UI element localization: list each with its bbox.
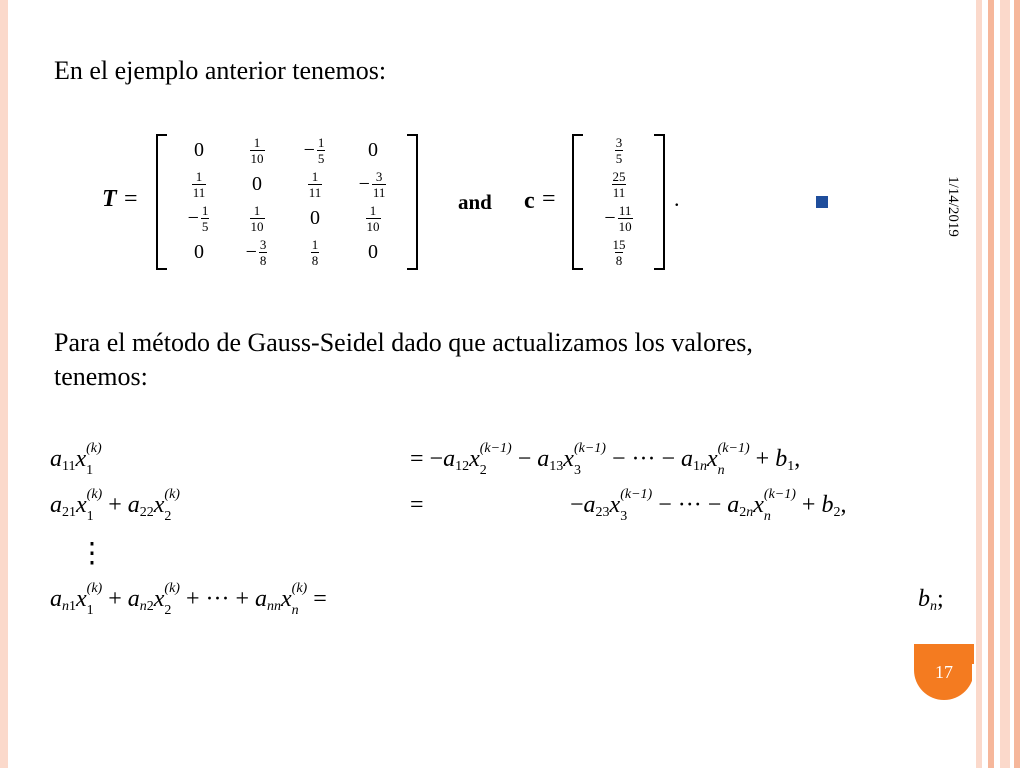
eq-row3-rhs: $b_n$;: [918, 586, 944, 614]
right-stripe-mid: [988, 0, 994, 768]
page-number: 17: [935, 662, 953, 682]
T-entry: $\frac{1}{10}$: [250, 202, 264, 234]
paragraph-line-1: Para el método de Gauss-Seidel dado que actualizamos los valores,: [54, 328, 753, 357]
eq-row2-equals: =: [410, 492, 424, 518]
right-stripe-mid-2: [1014, 0, 1020, 768]
T-matrix: [170, 134, 410, 268]
T-entry: − $\frac{1}{5}$: [303, 134, 325, 166]
gauss-seidel-system: [50, 436, 970, 636]
eq-row3-lhs: $a_{n1}x$ (k) 1 + $a_{n2}x$ (k) 2 + ··· + $a_{nn}x$ (k) n =: [50, 581, 327, 619]
c-entry: $\frac{15}{8}$: [612, 236, 626, 268]
T-entry: − $\frac{3}{11}$: [358, 168, 386, 200]
paragraph-line-2: tenemos:: [54, 362, 148, 391]
right-stripe-light-2: [1000, 0, 1010, 768]
T-entry: 0: [194, 138, 204, 161]
right-stripe-light: [976, 0, 982, 768]
bullet-square: [816, 196, 828, 208]
slide-date: 1/14/2019: [944, 176, 961, 237]
T-entry: $\frac{1}{8}$: [311, 236, 319, 268]
c-vector: [586, 134, 658, 268]
c-bracket-left: [572, 134, 583, 270]
c-bracket-right: [654, 134, 665, 270]
page-number-badge: [914, 644, 974, 700]
c-equals: =: [542, 186, 556, 212]
T-symbol: T: [102, 186, 117, 212]
T-bracket-left: [156, 134, 167, 270]
T-entry: 0: [368, 240, 378, 263]
page-badge-top-line: [972, 664, 976, 700]
c-symbol: c: [524, 188, 535, 214]
c-entry: $\frac{3}{5}$: [615, 134, 623, 166]
T-entry: 0: [368, 138, 378, 161]
T-entry: − $\frac{1}{5}$: [187, 202, 209, 234]
T-entry: 0: [310, 206, 320, 229]
T-entry: $\frac{1}{10}$: [250, 134, 264, 166]
T-entry: 0: [252, 172, 262, 195]
and-word: and: [458, 190, 492, 214]
slide-heading: En el ejemplo anterior tenemos:: [54, 56, 387, 85]
T-entry: − $\frac{3}{8}$: [245, 236, 267, 268]
T-entry: $\frac{1}{11}$: [192, 168, 206, 200]
T-equals: =: [124, 186, 138, 212]
T-entry: $\frac{1}{10}$: [366, 202, 380, 234]
T-entry: $\frac{1}{11}$: [308, 168, 322, 200]
c-entry: − $\frac{11}{10}$: [604, 202, 632, 234]
period: .: [674, 186, 680, 211]
c-entry: $\frac{25}{11}$: [612, 168, 626, 200]
eq-vdots: ⋮: [78, 538, 106, 569]
eq-row2-lhs: $a_{21}x$ (k) 1 + $a_{22}x$ (k) 2: [50, 487, 180, 525]
left-stripe: [0, 0, 8, 768]
eq-row2-rhs: $-a_{23}x$ (k−1) 3 − ··· − $a_{2n}x$ (k−1) n + $b_2$,: [570, 487, 847, 525]
T-entry: 0: [194, 240, 204, 263]
matrix-equation: [96, 128, 716, 278]
eq-row1-rhs: = $-a_{12}x$ (k−1) 2 − $a_{13}x$ (k−1) 3 − ··· − $a_{1n}x$ (k−1) n + $b_1$,: [410, 441, 801, 479]
T-bracket-right: [407, 134, 418, 270]
eq-row1-lhs: $a_{11}x$ (k) 1: [50, 441, 102, 479]
